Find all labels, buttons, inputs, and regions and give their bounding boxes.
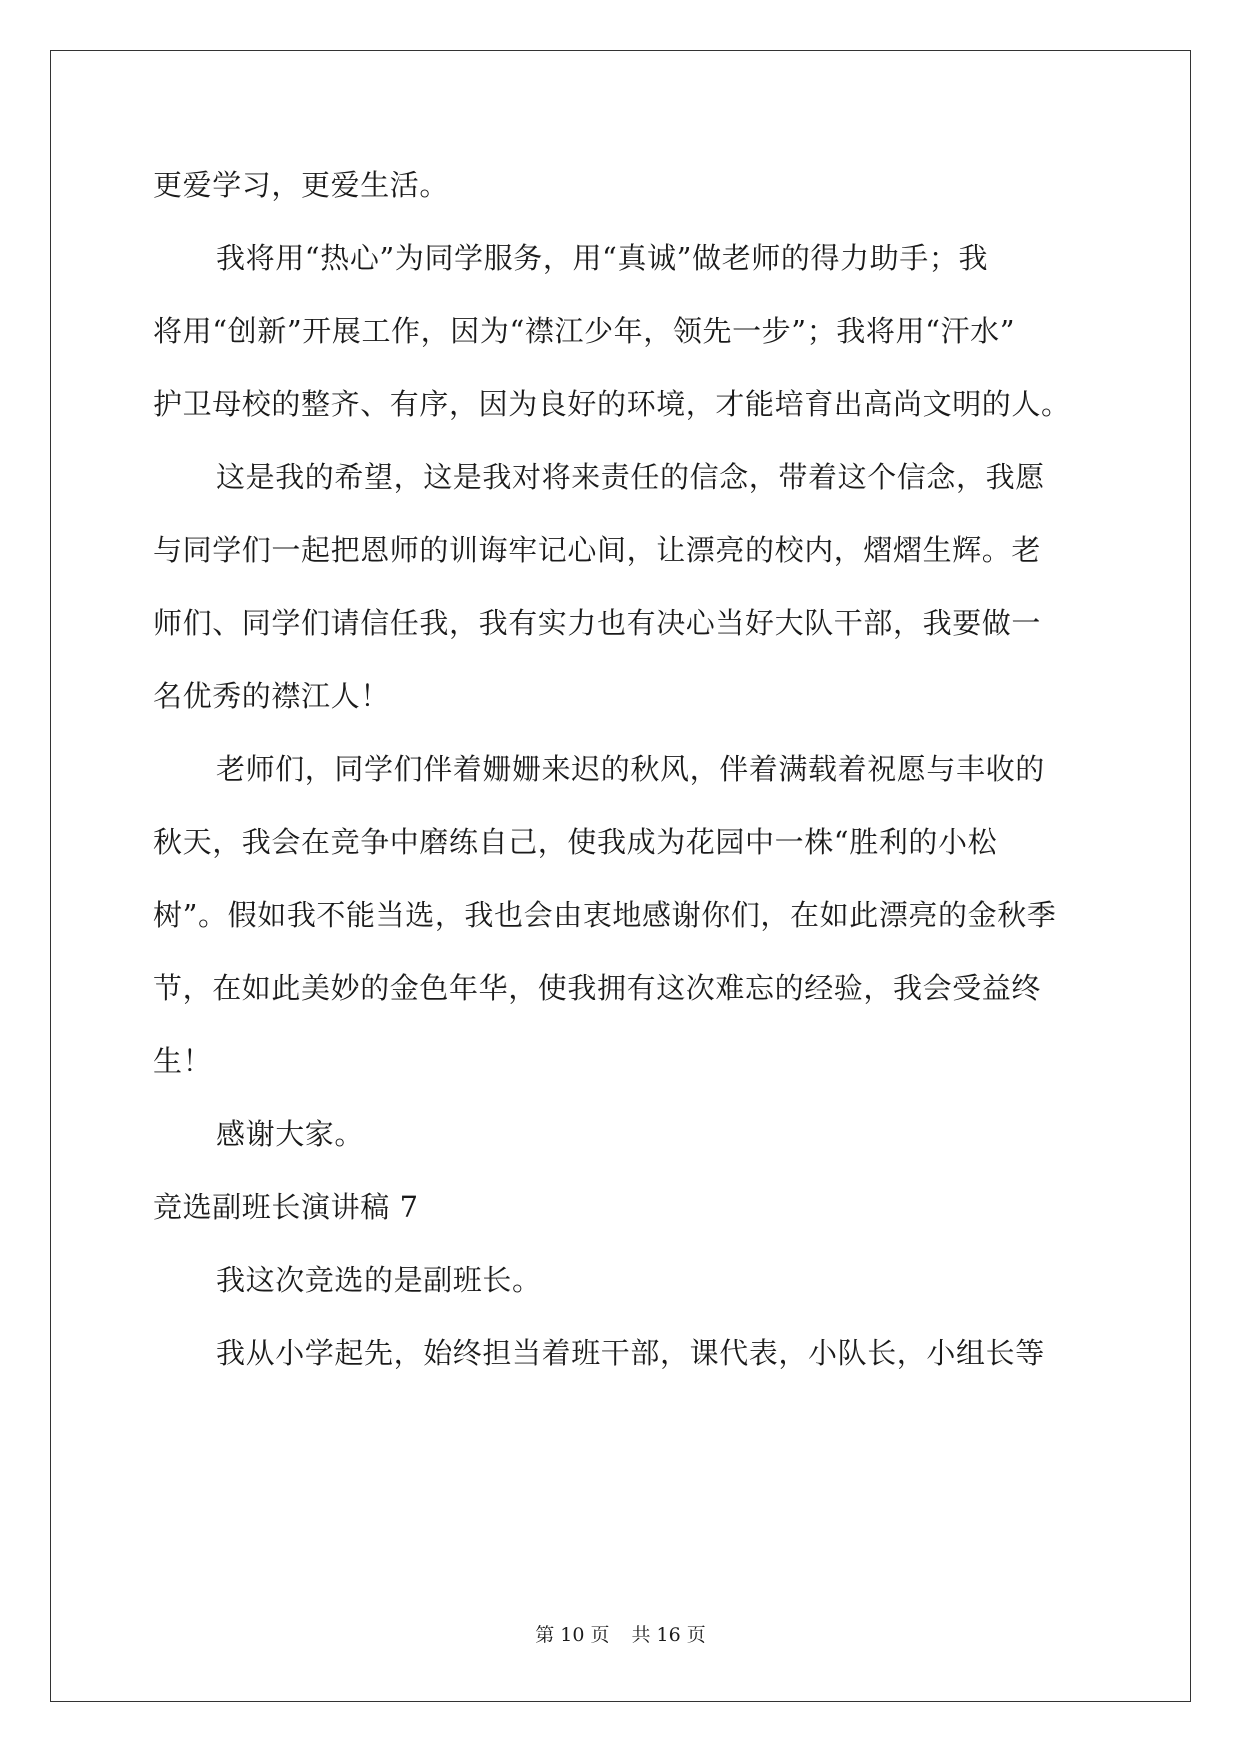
page-footer [0, 1622, 1241, 1648]
text-line: 将用“创新”开展工作，因为“襟江少年，领先一步”；我将用“汗水” [153, 314, 1016, 348]
text-line: 师们、同学们请信任我，我有实力也有决心当好大队干部，我要做一 [153, 606, 1042, 640]
text-line: 生！ [153, 1044, 213, 1078]
text-line: 树”。假如我不能当选，我也会由衷地感谢你们，在如此漂亮的金秋季 [153, 898, 1057, 932]
text-line: 更爱学习，更爱生活。 [153, 168, 450, 202]
text-line: 节，在如此美妙的金色年华，使我拥有这次难忘的经验，我会受益终 [153, 971, 1042, 1005]
paragraph-start: 老师们，同学们伴着姗姗来迟的秋风，伴着满载着祝愿与丰收的 [216, 752, 1045, 786]
text-line: 名优秀的襟江人！ [153, 679, 390, 713]
paragraph-start: 我从小学起先，始终担当着班干部，课代表，小队长，小组长等 [216, 1336, 1045, 1370]
page-frame [50, 50, 1191, 1702]
paragraph-start: 感谢大家。 [216, 1117, 365, 1151]
text-line: 护卫母校的整齐、有序，因为良好的环境，才能培育出高尚文明的人。 [153, 387, 1071, 421]
paragraph-start: 我这次竞选的是副班长。 [216, 1263, 542, 1297]
page-number: 第 10 页 [535, 1624, 610, 1646]
text-line: 与同学们一起把恩师的训诲牢记心间，让漂亮的校内，熠熠生辉。老 [153, 533, 1042, 567]
section-heading: 竞选副班长演讲稿 7 [153, 1190, 419, 1224]
text-line: 秋天，我会在竞争中磨练自己，使我成为花园中一株“胜利的小松 [153, 825, 998, 859]
paragraph-start: 这是我的希望，这是我对将来责任的信念，带着这个信念，我愿 [216, 460, 1045, 494]
page-total: 共 16 页 [631, 1624, 706, 1646]
paragraph-start: 我将用“热心”为同学服务，用“真诚”做老师的得力助手；我 [216, 241, 989, 275]
